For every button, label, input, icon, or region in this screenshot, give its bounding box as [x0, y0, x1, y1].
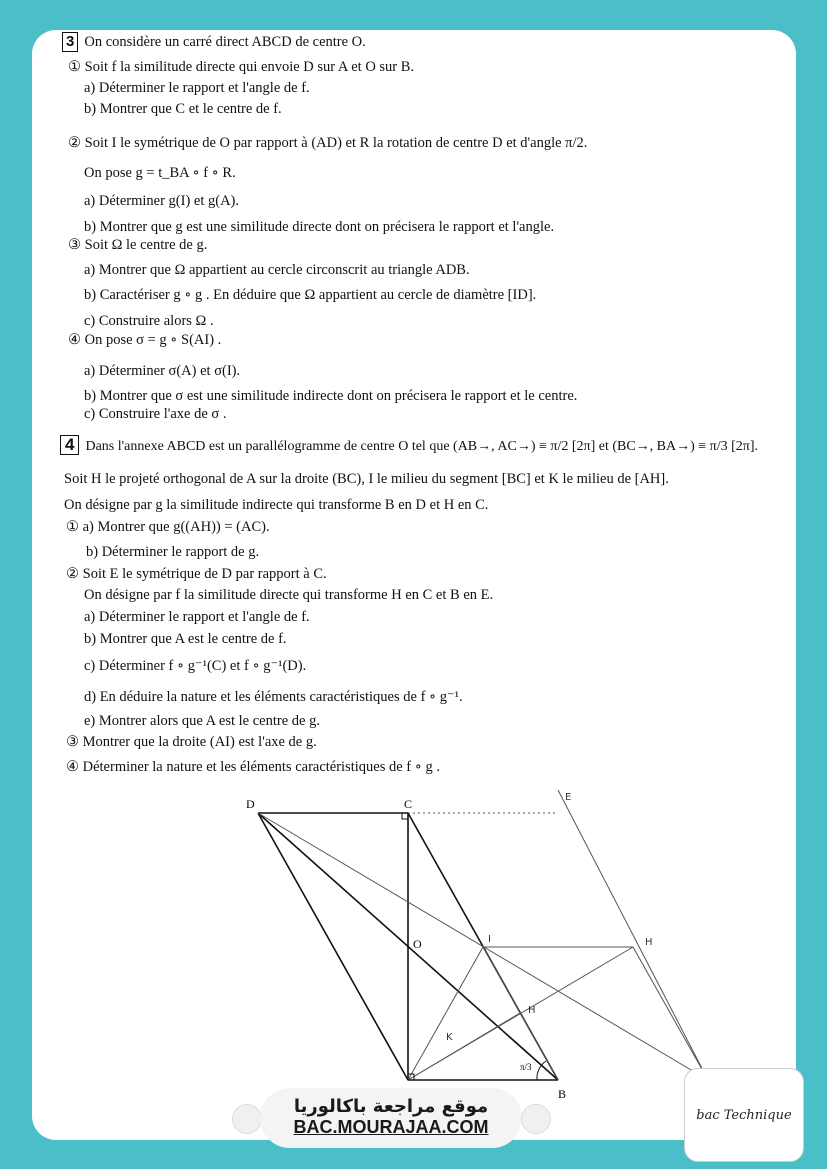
ex4-q3: ③ Montrer que la droite (AI) est l'axe de g.	[66, 734, 317, 750]
ex4-q2-def: On désigne par f la similitude directe qui transforme H en C et B en E.	[84, 587, 494, 603]
left-logo	[232, 1104, 262, 1134]
ex3-intro: 3 On considère un carré direct ABCD de centre O.	[62, 32, 366, 52]
ex4-q1a: ① a) Montrer que g((AH)) = (AC).	[66, 519, 270, 535]
ex4-intro: 4 Dans l'annexe ABCD est un parallélogramme de centre O tel que (AB→, AC→) ≡ π/2 [2π] et (BC→, BA→) ≡ π/3 [2π].	[60, 435, 758, 456]
label-angle: π/3	[520, 1062, 532, 1072]
ex4-q2b: b) Montrer que A est le centre de f.	[84, 631, 287, 647]
line-H-prime-B	[633, 947, 708, 1080]
ex4-q2c: c) Déterminer f ∘ g⁻¹(C) et f ∘ g⁻¹(D).	[84, 658, 307, 674]
right-angle-C	[402, 813, 408, 819]
ex4-q2: ② Soit E le symétrique de D par rapport à C.	[66, 566, 327, 582]
ex4-q2e: e) Montrer alors que A est le centre de g.	[84, 713, 320, 729]
ex4-q4: ④ Déterminer la nature et les éléments caractéristiques de f ∘ g .	[66, 759, 440, 775]
ex4-number: 4	[60, 435, 79, 455]
label-D: D	[246, 797, 255, 811]
segment-IB-extra	[483, 947, 558, 1080]
segment-DA	[258, 813, 408, 1080]
ex3-q4a: a) Déterminer σ(A) et σ(I).	[84, 363, 241, 379]
ex3-q3b: b) Caractériser g ∘ g . En déduire que Ω appartient au cercle de diamètre [ID].	[84, 287, 537, 303]
right-logo	[521, 1104, 551, 1134]
ex3-q4: ④ On pose σ = g ∘ S(AI) .	[68, 332, 222, 348]
footer-site-link[interactable]: BAC.MOURAJAA.COM	[293, 1117, 489, 1137]
ex3-q1a: a) Déterminer le rapport et l'angle de f.	[84, 80, 310, 96]
ex4-q2a: a) Déterminer le rapport et l'angle de f.	[84, 609, 310, 625]
footer-arabic-title: موقع مراجعة باكالوريا	[293, 1096, 489, 1117]
ex3-q2a: a) Déterminer g(I) et g(A).	[84, 193, 239, 209]
ex3-q3: ③ Soit Ω le centre de g.	[68, 237, 208, 253]
footer-banner[interactable]	[260, 1088, 522, 1148]
ex3-q2b: b) Montrer que g est une similitude directe dont on précisera le rapport et l'angle.	[84, 219, 555, 235]
label-I: I	[488, 934, 491, 945]
ex3-q3a: a) Montrer que Ω appartient au cercle circonscrit au triangle ADB.	[84, 262, 470, 278]
ex3-q1b: b) Montrer que C et le centre de f.	[84, 101, 282, 117]
ex3-q2: ② Soit I le symétrique de O par rapport à (AD) et R la rotation de centre D et d'angle π/2.	[68, 135, 588, 151]
line-E	[558, 790, 708, 1080]
ex4-line3: On désigne par g la similitude indirecte qui transforme B en D et H en C.	[64, 497, 489, 513]
segment-AI	[408, 947, 483, 1080]
label-O: O	[413, 937, 422, 951]
ex3-q1: ① Soit f la similitude directe qui envoie D sur A et O sur B.	[68, 59, 415, 75]
angle-arc-B	[537, 1061, 546, 1080]
ex4-q1b: b) Déterminer le rapport de g.	[86, 544, 260, 560]
label-C: C	[404, 797, 413, 811]
ex4-line2: Soit H le projeté orthogonal de A sur la droite (BC), I le milieu du segment [BC] et K le milieu de [AH].	[64, 471, 669, 487]
label-H-prime: H	[645, 937, 653, 948]
label-E: E	[565, 792, 572, 803]
label-H: H	[528, 1005, 536, 1016]
geometry-figure	[32, 30, 796, 1140]
ex3-q4b: b) Montrer que σ est une similitude indirecte dont on précisera le rapport et le centre.	[84, 388, 578, 404]
document-page	[32, 30, 796, 1140]
ex3-q4c: c) Construire l'axe de σ .	[84, 406, 227, 422]
brand-card: bac Technique	[684, 1068, 804, 1162]
label-B: B	[558, 1087, 567, 1101]
ex3-number: 3	[62, 32, 78, 52]
label-K: K	[446, 1032, 453, 1043]
segment-AH	[408, 1013, 520, 1080]
ex3-q2-pose: On pose g = t_BA ∘ f ∘ R.	[84, 165, 236, 181]
ex3-q3c: c) Construire alors Ω .	[84, 313, 214, 329]
ex4-q2d: d) En déduire la nature et les éléments caractéristiques de f ∘ g⁻¹.	[84, 689, 463, 705]
